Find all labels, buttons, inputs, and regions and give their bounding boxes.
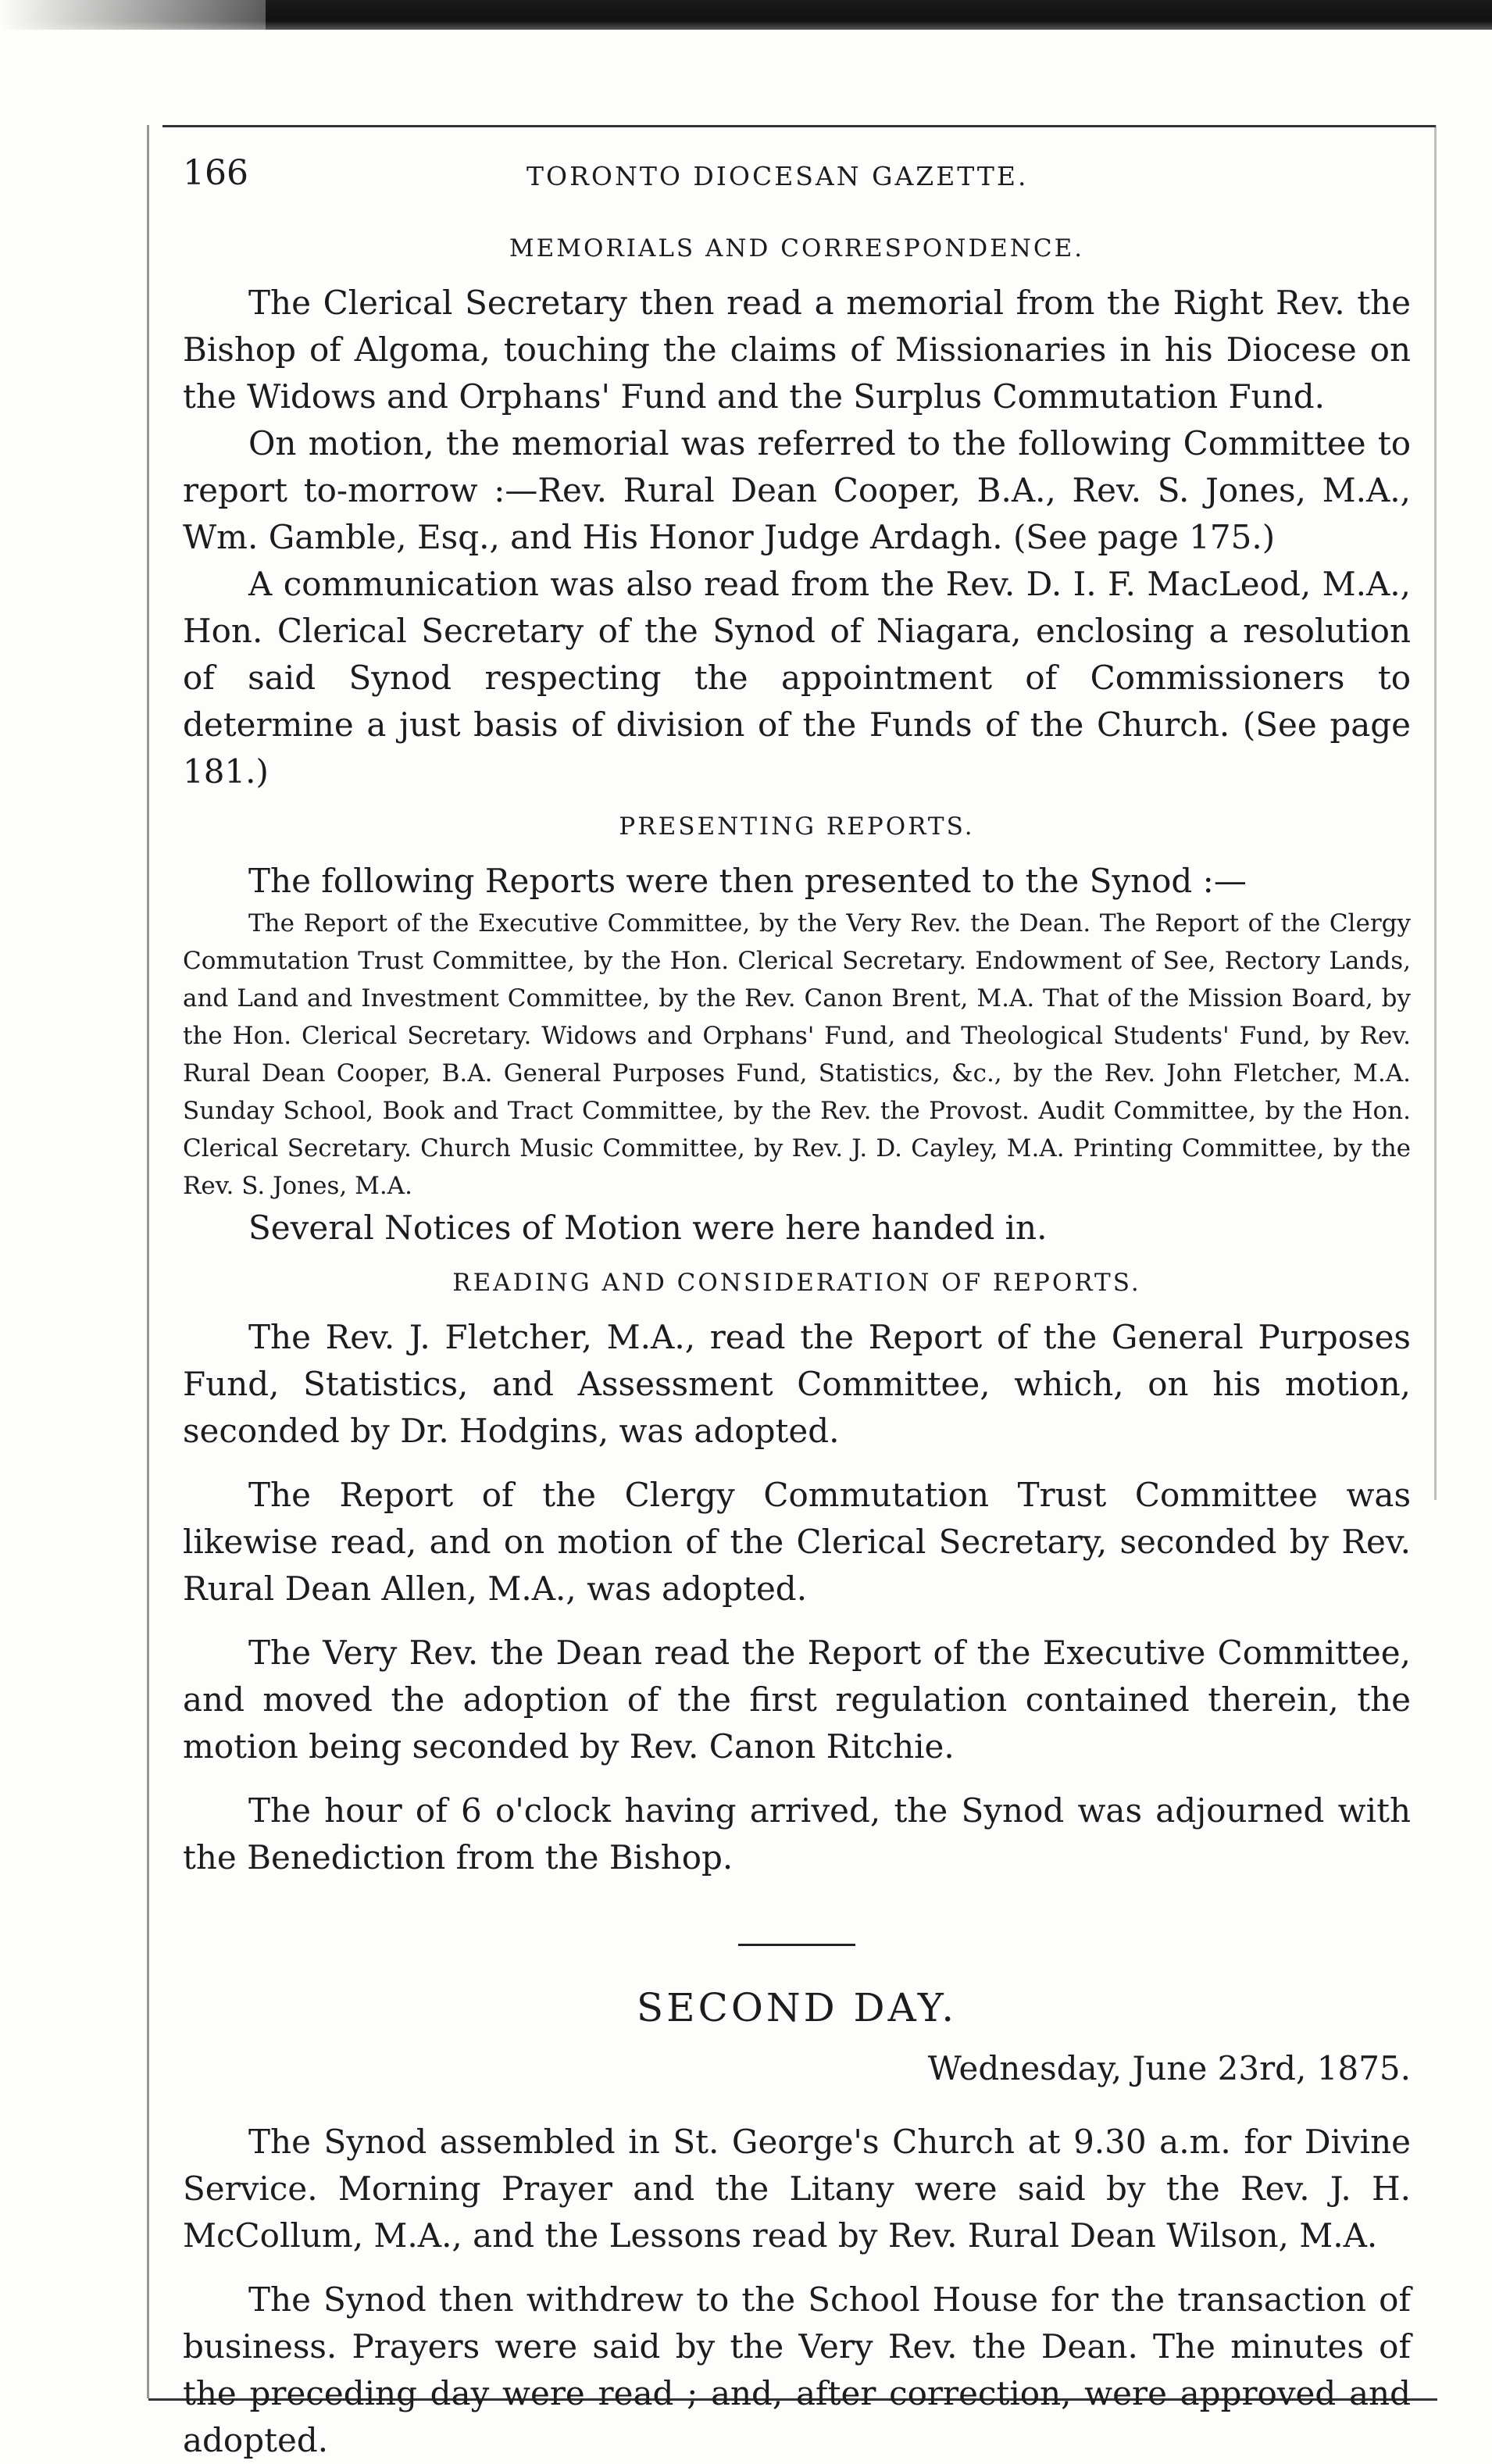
paragraph: Several Notices of Motion were here handed in.	[248, 1209, 1048, 1247]
page-number: 166	[183, 153, 248, 193]
paragraph: The Rev. J. Fletcher, M.A., read the Report of the General Purposes Fund, Statistics, and Assessment Committee, which, on his motion, seconded by Dr. Hodgins, was adopted.	[183, 1318, 1411, 1450]
page-left-rule	[147, 125, 149, 2398]
page-top-rule	[162, 125, 1436, 127]
paragraph: The Synod then withdrew to the School House for the transaction of business. Prayers were said by the Very Rev. the Dean. The minutes of the preceding day were read ; and, after correction, were approved and adopted.	[183, 2280, 1411, 2459]
paragraph: The Synod assembled in St. George's Church at 9.30 a.m. for Divine Service. Morning Prayer and the Litany were said by the Rev. J. H. McCollum, M.A., and the Lessons read by Rev. Rural Dean Wilson, M.A.	[183, 2123, 1411, 2255]
paragraph: The following Reports were then presented to the Synod :—	[248, 862, 1247, 900]
paragraph: The Report of the Clergy Commutation Trust Committee was likewise read, and on motion of the Clerical Secretary, seconded by Rev. Rural Dean Allen, M.A., was adopted.	[183, 1476, 1411, 1608]
section-divider	[738, 1944, 855, 1946]
page-right-rule	[1434, 125, 1437, 1500]
scan-edge-fade	[0, 0, 266, 30]
paragraph: A communication was also read from the Rev. D. I. F. MacLeod, M.A., Hon. Clerical Secretary of the Synod of Niagara, enclosing a resolution of said Synod respecting the appointment of Commissioners to determine a just basis of division of the Funds of the Church. (See page 181.)	[183, 565, 1411, 791]
section-heading-second-day: SECOND DAY.	[636, 1985, 958, 2030]
paragraph: On motion, the memorial was referred to the following Committee to report to-morrow :—Rev. Rural Dean Cooper, B.A., Rev. S. Jones, M.A., Wm. Gamble, Esq., and His Honor Judge Ardagh. (See page 175.)	[183, 424, 1411, 556]
running-title: TORONTO DIOCESAN GAZETTE.	[526, 161, 1029, 191]
paragraph: The Very Rev. the Dean read the Report of the Executive Committee, and moved the adoption of the first regulation contained therein, the motion being seconded by Rev. Canon Ritchie.	[183, 1634, 1411, 1766]
section-heading-presenting-reports: PRESENTING REPORTS.	[619, 812, 975, 841]
paragraph: The hour of 6 o'clock having arrived, the Synod was adjourned with the Benediction from the Bishop.	[183, 1791, 1411, 1877]
section-heading-reading-reports: READING AND CONSIDERATION OF REPORTS.	[452, 1269, 1141, 1297]
document-page	[183, 153, 1411, 2464]
dateline: Wednesday, June 23rd, 1875.	[927, 2049, 1411, 2087]
page-header	[183, 153, 1411, 208]
paragraph: The Clerical Secretary then read a memorial from the Right Rev. the Bishop of Algoma, touching the claims of Missionaries in his Diocese on the Widows and Orphans' Fund and the Surplus Commutation Fund.	[183, 284, 1411, 416]
reports-list-paragraph: The Report of the Executive Committee, by the Very Rev. the Dean. The Report of the Clergy Commutation Trust Committee, by the Hon. Clerical Secretary. Endowment of See, Rectory Lands, and Land and Investment Committee, by the Rev. Canon Brent, M.A. That of the Mission Board, by the Hon. Clerical Secretary. Widows and Orphans' Fund, and Theological Students' Fund, by Rev. Rural Dean Cooper, B.A. General Purposes Fund, Statistics, &c., by the Rev. John Fletcher, M.A. Sunday School, Book and Tract Committee, by the Rev. the Provost. Audit Committee, by the Hon. Clerical Secretary. Church Music Committee, by Rev. J. D. Cayley, M.A. Printing Committee, by the Rev. S. Jones, M.A.	[183, 909, 1411, 1200]
section-heading-memorials: MEMORIALS AND CORRESPONDENCE.	[509, 234, 1085, 262]
